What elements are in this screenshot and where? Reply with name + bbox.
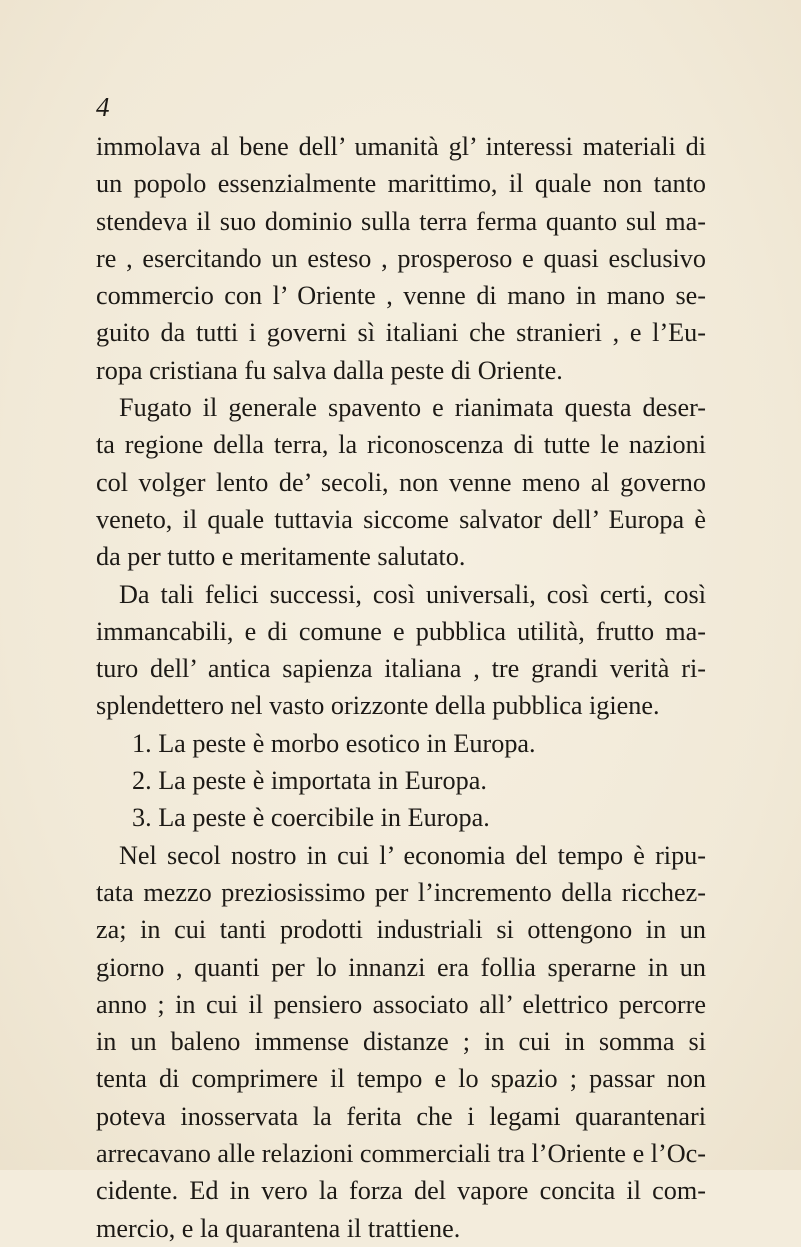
text-line: immancabili, e di comune e pubblica utilità, frutto ma- <box>96 616 706 646</box>
text-line: in un baleno immense distanze ; in cui in somma si <box>96 1027 706 1057</box>
text-line: veneto, il quale tuttavia siccome salvator dell’ Europa è <box>96 504 706 534</box>
text-line: ropa cristiana fu salva dalla peste di Oriente. <box>96 355 563 385</box>
text-line: Fugato il generale spavento e rianimata questa deser- <box>119 393 706 423</box>
text-line: 1. La peste è morbo esotico in Europa. <box>132 728 536 758</box>
text-line: ta regione della terra, la riconoscenza di tutte le nazioni <box>96 430 706 460</box>
text-line: commercio con l’ Oriente , venne di mano in mano se- <box>96 281 706 311</box>
text-line: turo dell’ antica sapienza italiana , tre grandi verità ri- <box>96 654 706 684</box>
text-line: Da tali felici successi, così universali, così certi, così <box>119 579 706 609</box>
text-line: da per tutto e meritamente salutato. <box>96 542 466 572</box>
text-line: mercio, e la quarantena il trattiene. <box>96 1213 461 1243</box>
text-line: 2. La peste è importata in Europa. <box>132 766 487 796</box>
text-line: re , esercitando un esteso , prosperoso e quasi esclusivo <box>96 243 706 273</box>
text-line: za; in cui tanti prodotti industriali si ottengono in un <box>96 915 706 945</box>
page-number: 4 <box>96 92 110 122</box>
text-line: anno ; in cui il pensiero associato all’ elettrico percorre <box>96 989 706 1019</box>
text-line: arrecavano alle relazioni commerciali tra l’Oriente e l’Oc- <box>96 1139 706 1169</box>
text-line: splendettero nel vasto orizzonte della pubblica igiene. <box>96 691 660 721</box>
text-line: guito da tutti i governi sì italiani che stranieri , e l’Eu- <box>96 318 706 348</box>
text-line: immolava al bene dell’ umanità gl’ interessi materiali di <box>96 132 706 161</box>
text-line: stendeva il suo dominio sulla terra ferma quanto sul ma- <box>96 206 706 236</box>
text-line: Nel secol nostro in cui l’ economia del tempo è ripu- <box>119 840 706 870</box>
text-line: giorno , quanti per lo innanzi era follia sperarne in un <box>96 952 706 982</box>
text-line: un popolo essenzialmente marittimo, il quale non tanto <box>96 169 706 199</box>
text-line: col volger lento de’ secoli, non venne meno al governo <box>96 467 706 497</box>
text-line: poteva inosservata la ferita che i legami quarantenari <box>96 1101 706 1131</box>
text-line: cidente. Ed in vero la forza del vapore concita il com- <box>96 1176 706 1206</box>
text-line: tata mezzo preziosissimo per l’incremento della ricchez- <box>96 877 706 907</box>
text-line: tenta di comprimere il tempo e lo spazio ; passar non <box>96 1064 706 1094</box>
body-text <box>96 128 706 1247</box>
text-line: 3. La peste è coercibile in Europa. <box>132 803 490 833</box>
